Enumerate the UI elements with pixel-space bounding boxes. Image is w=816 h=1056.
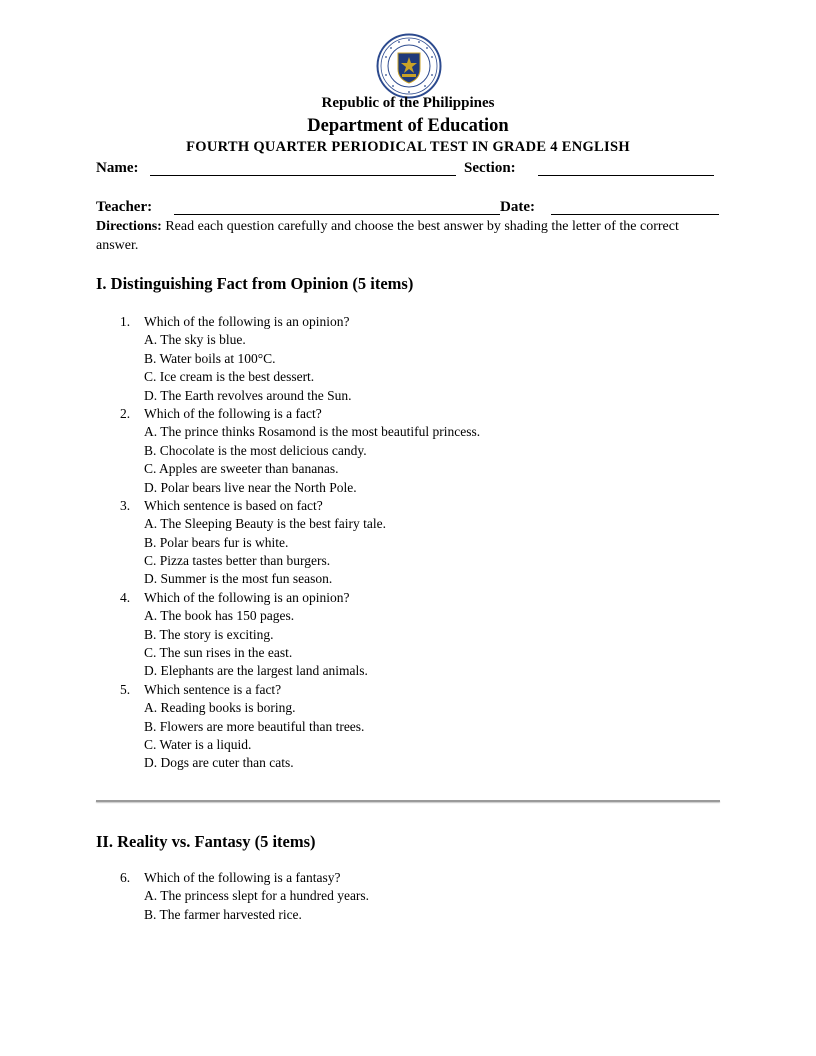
question-text: Which of the following is an opinion? — [144, 589, 350, 605]
answer-option[interactable]: B. Water boils at 100°C. — [144, 350, 276, 366]
name-label: Name: — [96, 160, 139, 176]
answer-option[interactable]: B. The farmer harvested rice. — [144, 906, 302, 922]
teacher-blank[interactable] — [174, 214, 500, 215]
answer-option[interactable]: C. Pizza tastes better than burgers. — [144, 553, 331, 569]
question — [0, 681, 816, 699]
answer-option[interactable]: D. The Earth revolves around the Sun. — [144, 387, 352, 403]
test-title: FOURTH QUARTER PERIODICAL TEST IN GRADE 4 ENGLISH — [186, 139, 630, 155]
answer-option[interactable]: D. Dogs are cuter than cats. — [144, 755, 294, 771]
directions-text: Read each question carefully and choose the best answer by shading the letter of the correct answer. — [96, 219, 679, 253]
department-heading: Department of Education — [307, 116, 509, 136]
answer-option[interactable]: D. Polar bears live near the North Pole. — [144, 479, 357, 495]
section-1-title: I. Distinguishing Fact from Opinion (5 items) — [96, 274, 414, 293]
question — [0, 313, 816, 331]
section-2-questions — [0, 869, 816, 924]
directions-label: Directions: — [96, 219, 162, 234]
teacher-label: Teacher: — [96, 199, 153, 215]
answer-option[interactable]: B. Chocolate is the most delicious candy. — [144, 442, 367, 458]
answer-option[interactable]: B. The story is exciting. — [144, 626, 274, 642]
question-text: Which sentence is based on fact? — [144, 497, 323, 513]
question-number: 6. — [120, 870, 131, 885]
name-blank[interactable] — [150, 175, 456, 176]
date-blank[interactable] — [551, 214, 719, 215]
directions — [96, 218, 721, 255]
section-2-title: II. Reality vs. Fantasy (5 items) — [96, 832, 316, 851]
answer-option[interactable]: A. The book has 150 pages. — [144, 608, 295, 624]
answer-option[interactable]: A. The princess slept for a hundred years. — [144, 888, 370, 904]
section-1-questions — [0, 313, 816, 773]
question — [0, 405, 816, 423]
question-text: Which sentence is a fact? — [144, 681, 282, 697]
section-label: Section: — [464, 160, 516, 176]
deped-seal-icon — [376, 33, 442, 99]
page-divider — [96, 800, 720, 802]
answer-option[interactable]: D. Elephants are the largest land animals. — [144, 663, 368, 679]
answer-option[interactable]: A. The Sleeping Beauty is the best fairy tale. — [144, 516, 386, 532]
answer-option[interactable]: A. Reading books is boring. — [144, 700, 296, 716]
answer-option[interactable]: C. The sun rises in the east. — [144, 645, 293, 661]
date-label: Date: — [500, 199, 535, 215]
republic-heading: Republic of the Philippines — [321, 95, 495, 111]
question-text: Which of the following is a fact? — [144, 405, 322, 421]
question-number: 1. — [120, 314, 131, 329]
question — [0, 589, 816, 607]
section-blank[interactable] — [538, 175, 714, 176]
question-number: 5. — [120, 681, 131, 697]
question-number: 2. — [120, 405, 131, 421]
question-number: 4. — [120, 589, 131, 605]
answer-option[interactable]: B. Flowers are more beautiful than trees. — [144, 718, 365, 734]
answer-option[interactable]: C. Apples are sweeter than bananas. — [144, 461, 339, 477]
question — [0, 497, 816, 515]
question-number: 3. — [120, 497, 131, 513]
answer-option[interactable]: A. The sky is blue. — [144, 332, 246, 348]
question-text: Which of the following is a fantasy? — [144, 870, 341, 885]
answer-option[interactable]: A. The prince thinks Rosamond is the most beautiful princess. — [144, 424, 481, 440]
answer-option[interactable]: C. Ice cream is the best dessert. — [144, 369, 315, 385]
answer-option[interactable]: C. Water is a liquid. — [144, 736, 252, 752]
question-text: Which of the following is an opinion? — [144, 314, 350, 329]
answer-option[interactable]: D. Summer is the most fun season. — [144, 571, 333, 587]
answer-option[interactable]: B. Polar bears fur is white. — [144, 534, 289, 550]
question — [0, 869, 816, 887]
